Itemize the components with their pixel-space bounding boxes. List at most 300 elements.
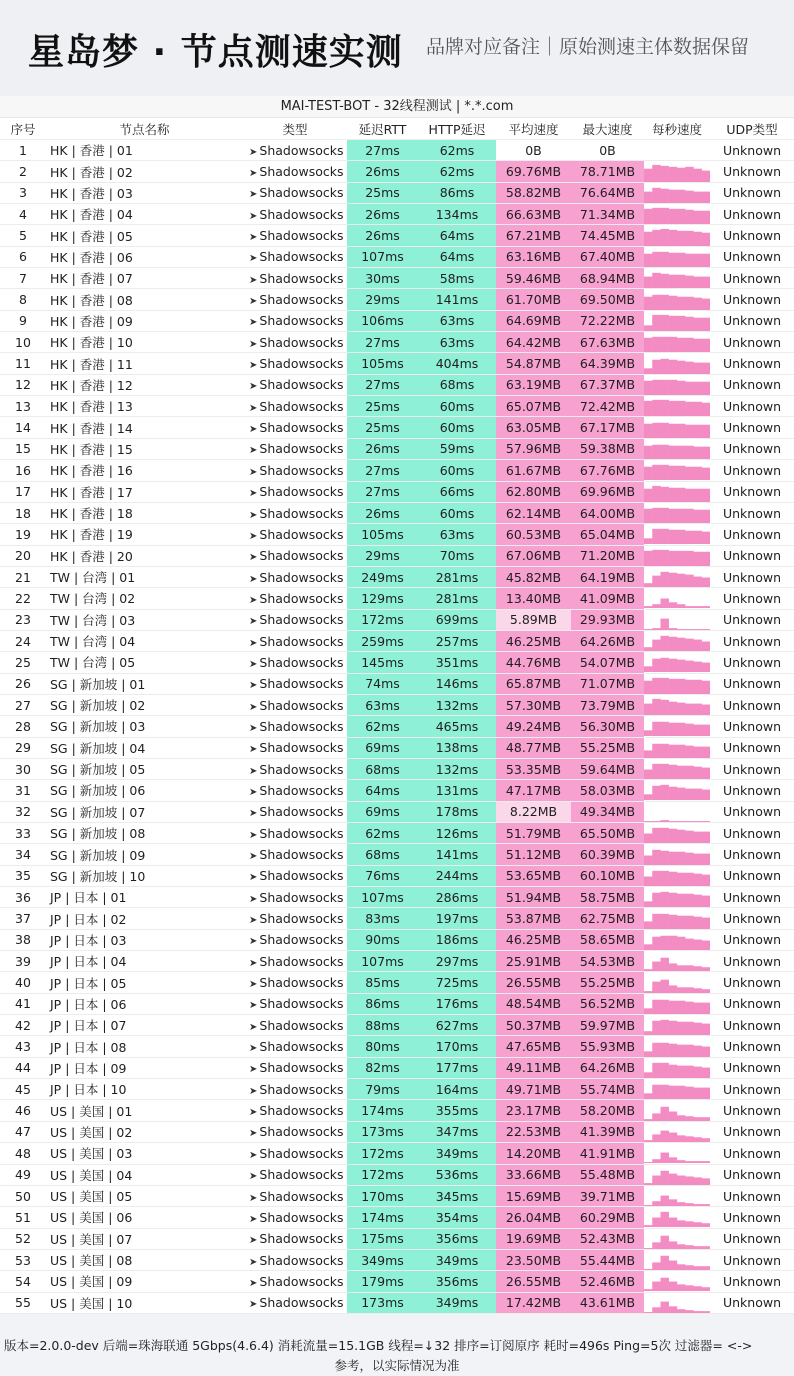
avg-speed: 26.55MB (496, 1271, 571, 1292)
avg-speed: 49.11MB (496, 1057, 571, 1078)
sparkline-bar (644, 325, 652, 331)
udp-type: Unknown (710, 972, 794, 993)
max-speed: 56.52MB (571, 993, 644, 1014)
per-second-speed (644, 972, 710, 993)
table-row (0, 268, 794, 289)
sparkline-bar (669, 1111, 677, 1121)
table-row (0, 1228, 794, 1249)
sparkline-bar (661, 850, 669, 864)
udp-type: Unknown (710, 737, 794, 758)
avg-speed: 51.12MB (496, 844, 571, 865)
latency-rtt: 174ms (347, 1100, 418, 1121)
table-row (0, 993, 794, 1014)
max-speed: 58.75MB (571, 887, 644, 908)
latency-http: 699ms (418, 609, 496, 630)
avg-speed: 26.55MB (496, 972, 571, 993)
node-name: TW | 台湾 | 05 (46, 652, 243, 673)
per-second-speed (644, 887, 710, 908)
avg-speed: 23.50MB (496, 1249, 571, 1270)
udp-type: Unknown (710, 1143, 794, 1164)
sparkline-bar (677, 1264, 685, 1270)
sparkline-bar (702, 663, 710, 673)
sparkline-bar (652, 1134, 660, 1142)
latency-http: 164ms (418, 1079, 496, 1100)
send-arrow-icon: ➤ (249, 658, 258, 670)
speed-sparkline (644, 866, 710, 886)
sparkline-bar (669, 702, 677, 715)
sparkline-bar (644, 1031, 652, 1035)
sparkline-bar (694, 874, 702, 886)
table-row (0, 502, 794, 523)
row-number: 3 (0, 182, 46, 203)
send-arrow-icon: ➤ (249, 210, 258, 222)
avg-speed: 46.25MB (496, 630, 571, 651)
row-number: 12 (0, 374, 46, 395)
speed-test-table (0, 118, 794, 1314)
node-type (243, 1207, 347, 1228)
avg-speed: 44.76MB (496, 652, 571, 673)
row-number: 49 (0, 1164, 46, 1185)
table-row (0, 929, 794, 950)
udp-type: Unknown (710, 1079, 794, 1100)
node-type (243, 865, 347, 886)
sparkline-bar (661, 913, 669, 928)
sparkline-bar (702, 917, 710, 928)
node-type-label: Shadowsocks (259, 1081, 344, 1097)
sparkline-bar (652, 229, 660, 245)
sparkline-bar (669, 359, 677, 373)
sparkline-bar (669, 679, 677, 694)
per-second-speed (644, 1079, 710, 1100)
speed-sparkline (644, 695, 710, 715)
latency-http: 355ms (418, 1100, 496, 1121)
sparkline-bar (669, 1132, 677, 1142)
sparkline-bar (694, 1045, 702, 1056)
latency-http: 178ms (418, 801, 496, 822)
send-arrow-icon: ➤ (249, 274, 258, 286)
sparkline-bar (685, 509, 693, 523)
sparkline-bar (661, 572, 669, 587)
node-type-label: Shadowsocks (259, 548, 344, 564)
speed-sparkline (644, 290, 710, 310)
udp-type: Unknown (710, 268, 794, 289)
node-name: TW | 台湾 | 01 (46, 566, 243, 587)
sparkline-bar (694, 680, 702, 694)
per-second-speed (644, 1292, 710, 1313)
sparkline-bar (702, 832, 710, 843)
send-arrow-icon: ➤ (249, 680, 258, 692)
latency-http: 356ms (418, 1271, 496, 1292)
node-type-label: Shadowsocks (259, 164, 344, 180)
sparkline-bar (652, 640, 660, 651)
per-second-speed (644, 140, 710, 161)
sparkline-bar (702, 746, 710, 757)
sparkline-bar (669, 1199, 677, 1206)
avg-speed: 67.06MB (496, 545, 571, 566)
latency-http: 63ms (418, 524, 496, 545)
node-type-label: Shadowsocks (259, 1060, 344, 1076)
sparkline-bar (702, 1003, 710, 1014)
sparkline-bar (661, 1020, 669, 1035)
sparkline-bar (694, 297, 702, 309)
sparkline-bar (694, 939, 702, 949)
sparkline-bar (669, 744, 677, 757)
speed-sparkline (644, 332, 710, 352)
sparkline-bar (685, 1087, 693, 1099)
avg-speed: 57.30MB (496, 694, 571, 715)
row-number: 42 (0, 1015, 46, 1036)
latency-rtt: 62ms (347, 716, 418, 737)
latency-rtt: 129ms (347, 588, 418, 609)
max-speed: 55.48MB (571, 1164, 644, 1185)
sparkline-bar (677, 423, 685, 437)
row-number: 38 (0, 929, 46, 950)
node-type-label: Shadowsocks (259, 868, 344, 884)
sparkline-bar (694, 488, 702, 501)
sparkline-bar (685, 1116, 693, 1121)
per-second-speed (644, 1057, 710, 1078)
sparkline-bar (677, 296, 685, 309)
avg-speed: 47.17MB (496, 780, 571, 801)
send-arrow-icon: ➤ (249, 808, 258, 820)
sparkline-bar (677, 915, 685, 928)
table-row (0, 1121, 794, 1142)
sparkline-bar (685, 894, 693, 907)
latency-http: 536ms (418, 1164, 496, 1185)
sparkline-bar (685, 531, 693, 544)
sparkline-bar (661, 165, 669, 181)
udp-type: Unknown (710, 481, 794, 502)
row-number: 18 (0, 502, 46, 523)
latency-rtt: 76ms (347, 865, 418, 886)
udp-type: Unknown (710, 182, 794, 203)
table-row (0, 1015, 794, 1036)
sparkline-bar (669, 487, 677, 501)
sparkline-bar (644, 368, 652, 374)
sparkline-bar (694, 1088, 702, 1099)
sparkline-bar (685, 230, 693, 245)
sparkline-bar (677, 1244, 685, 1249)
max-speed: 29.93MB (571, 609, 644, 630)
node-type-label: Shadowsocks (259, 270, 344, 286)
sparkline-bar (644, 254, 652, 267)
udp-type: Unknown (710, 289, 794, 310)
udp-type: Unknown (710, 1121, 794, 1142)
node-name: HK | 香港 | 03 (46, 182, 243, 203)
latency-rtt: 107ms (347, 887, 418, 908)
sparkline-bar (702, 1068, 710, 1078)
node-type-label: Shadowsocks (259, 249, 344, 265)
sparkline-bar (644, 488, 652, 501)
table-row (0, 780, 794, 801)
udp-type: Unknown (710, 161, 794, 182)
sparkline-bar (685, 661, 693, 672)
latency-rtt: 29ms (347, 289, 418, 310)
sparkline-bar (652, 252, 660, 267)
send-arrow-icon: ➤ (249, 637, 258, 649)
per-second-speed (644, 1164, 710, 1185)
col-header-max: 最大速度 (571, 118, 644, 140)
max-speed: 58.65MB (571, 929, 644, 950)
speed-sparkline (644, 1143, 710, 1163)
avg-speed: 64.42MB (496, 332, 571, 353)
max-speed: 60.39MB (571, 844, 644, 865)
speed-sparkline (644, 610, 710, 630)
latency-rtt: 27ms (347, 481, 418, 502)
speed-sparkline (644, 738, 710, 758)
sparkline-bar (685, 1286, 693, 1292)
latency-http: 351ms (418, 652, 496, 673)
table-row (0, 630, 794, 651)
per-second-speed (644, 1271, 710, 1292)
sparkline-bar (661, 599, 669, 609)
report-footer (0, 1333, 794, 1376)
row-number: 5 (0, 225, 46, 246)
sparkline-bar (694, 988, 702, 993)
udp-type: Unknown (710, 908, 794, 929)
avg-speed: 64.69MB (496, 310, 571, 331)
node-type (243, 1057, 347, 1078)
sparkline-bar (652, 294, 660, 309)
sparkline-bar (652, 1218, 660, 1228)
max-speed: 58.20MB (571, 1100, 644, 1121)
node-type-label: Shadowsocks (259, 1231, 344, 1247)
node-type (243, 374, 347, 395)
latency-http: 281ms (418, 588, 496, 609)
avg-speed: 33.66MB (496, 1164, 571, 1185)
per-second-speed (644, 823, 710, 844)
node-type-label: Shadowsocks (259, 953, 344, 969)
sparkline-bar (669, 337, 677, 352)
speed-sparkline (644, 652, 710, 672)
sparkline-bar (685, 575, 693, 587)
speed-sparkline (644, 503, 710, 523)
max-speed: 71.34MB (571, 204, 644, 225)
sparkline-bar (644, 1051, 652, 1057)
node-name: HK | 香港 | 19 (46, 524, 243, 545)
sparkline-bar (644, 795, 652, 801)
node-type-label: Shadowsocks (259, 932, 344, 948)
sparkline-bar (702, 967, 710, 971)
udp-type: Unknown (710, 673, 794, 694)
sparkline-bar (669, 1065, 677, 1078)
node-type-label: Shadowsocks (259, 889, 344, 905)
avg-speed: 66.63MB (496, 204, 571, 225)
sparkline-bar (669, 509, 677, 523)
node-type (243, 1079, 347, 1100)
sparkline-bar (652, 699, 660, 715)
avg-speed: 57.96MB (496, 438, 571, 459)
sparkline-bar (652, 380, 660, 395)
speed-sparkline (644, 396, 710, 416)
udp-type: Unknown (710, 246, 794, 267)
sparkline-bar (652, 400, 660, 416)
sparkline-bar (677, 703, 685, 715)
per-second-speed (644, 417, 710, 438)
sparkline-bar (702, 705, 710, 715)
sparkline-bar (702, 1117, 710, 1121)
latency-http: 347ms (418, 1121, 496, 1142)
udp-type: Unknown (710, 1249, 794, 1270)
node-name: SG | 新加坡 | 03 (46, 716, 243, 737)
sparkline-bar (694, 467, 702, 480)
per-second-speed (644, 566, 710, 587)
sparkline-bar (685, 1310, 693, 1313)
sparkline-bar (669, 446, 677, 459)
col-header-avg: 平均速度 (496, 118, 571, 140)
sparkline-bar (677, 401, 685, 416)
sparkline-bar (702, 940, 710, 950)
table-row (0, 438, 794, 459)
sparkline-bar (661, 208, 669, 224)
per-second-speed (644, 545, 710, 566)
row-number: 21 (0, 566, 46, 587)
avg-speed: 63.05MB (496, 417, 571, 438)
sparkline-bar (702, 191, 710, 202)
sparkline-bar (677, 605, 685, 609)
sparkline-bar (652, 1307, 660, 1313)
latency-rtt: 25ms (347, 417, 418, 438)
latency-rtt: 170ms (347, 1185, 418, 1206)
latency-rtt: 26ms (347, 438, 418, 459)
row-number: 22 (0, 588, 46, 609)
node-type (243, 929, 347, 950)
sparkline-bar (644, 944, 652, 950)
sparkline-bar (669, 166, 677, 181)
node-name: TW | 台湾 | 04 (46, 630, 243, 651)
send-arrow-icon: ➤ (249, 381, 258, 393)
table-row (0, 289, 794, 310)
sparkline-bar (661, 1235, 669, 1248)
sparkline-bar (652, 962, 660, 972)
node-type (243, 972, 347, 993)
sparkline-bar (661, 550, 669, 566)
udp-type: Unknown (710, 887, 794, 908)
speed-sparkline (644, 1186, 710, 1206)
node-name: HK | 香港 | 01 (46, 140, 243, 161)
row-number: 48 (0, 1143, 46, 1164)
udp-type: Unknown (710, 865, 794, 886)
sparkline-bar (702, 853, 710, 864)
node-name: TW | 台湾 | 03 (46, 609, 243, 630)
per-second-speed (644, 652, 710, 673)
page-subtitle: 品牌对应备注｜原始测速主体数据保留 (426, 36, 750, 58)
node-name: HK | 香港 | 10 (46, 332, 243, 353)
avg-speed: 23.17MB (496, 1100, 571, 1121)
sparkline-bar (694, 382, 702, 395)
node-name: HK | 香港 | 02 (46, 161, 243, 182)
avg-speed: 63.16MB (496, 246, 571, 267)
per-second-speed (644, 1036, 710, 1057)
per-second-speed (644, 310, 710, 331)
table-row (0, 225, 794, 246)
sparkline-bar (669, 1043, 677, 1056)
sparkline-bar (652, 508, 660, 523)
send-arrow-icon: ➤ (249, 1192, 258, 1204)
max-speed: 41.91MB (571, 1143, 644, 1164)
udp-type: Unknown (710, 140, 794, 161)
send-arrow-icon: ➤ (249, 573, 258, 585)
table-row (0, 972, 794, 993)
per-second-speed (644, 353, 710, 374)
avg-speed: 48.54MB (496, 993, 571, 1014)
node-type-label: Shadowsocks (259, 911, 344, 927)
per-second-speed (644, 225, 710, 246)
sparkline-bar (669, 1086, 677, 1099)
node-type (243, 268, 347, 289)
node-type (243, 1228, 347, 1249)
send-arrow-icon: ➤ (249, 466, 258, 478)
node-type-label: Shadowsocks (259, 526, 344, 542)
latency-http: 59ms (418, 438, 496, 459)
udp-type: Unknown (710, 758, 794, 779)
sparkline-bar (644, 277, 652, 288)
sparkline-bar (652, 937, 660, 950)
speed-sparkline (644, 994, 710, 1014)
row-number: 16 (0, 460, 46, 481)
send-arrow-icon: ➤ (249, 1235, 258, 1247)
latency-rtt: 26ms (347, 502, 418, 523)
sparkline-bar (661, 1131, 669, 1142)
node-type-label: Shadowsocks (259, 377, 344, 393)
speed-sparkline (644, 1271, 710, 1291)
udp-type: Unknown (710, 993, 794, 1014)
udp-type: Unknown (710, 823, 794, 844)
sparkline-bar (644, 855, 652, 865)
table-row (0, 1292, 794, 1313)
send-arrow-icon: ➤ (249, 253, 258, 265)
table-row (0, 204, 794, 225)
sparkline-bar (644, 647, 652, 651)
udp-type: Unknown (710, 460, 794, 481)
latency-http: 68ms (418, 374, 496, 395)
per-second-speed (644, 246, 710, 267)
sparkline-bar (661, 315, 669, 331)
speed-sparkline (644, 802, 710, 822)
node-type (243, 1121, 347, 1142)
sparkline-bar (677, 446, 685, 459)
latency-http: 177ms (418, 1057, 496, 1078)
sparkline-bar (694, 402, 702, 416)
sparkline-bar (702, 532, 710, 544)
node-name: HK | 香港 | 15 (46, 438, 243, 459)
avg-speed: 49.24MB (496, 716, 571, 737)
latency-rtt: 74ms (347, 673, 418, 694)
udp-type: Unknown (710, 1036, 794, 1057)
speed-sparkline (644, 1101, 710, 1121)
node-name: SG | 新加坡 | 04 (46, 737, 243, 758)
table-row (0, 310, 794, 331)
latency-http: 404ms (418, 353, 496, 374)
udp-type: Unknown (710, 545, 794, 566)
latency-rtt: 82ms (347, 1057, 418, 1078)
node-name: SG | 新加坡 | 10 (46, 865, 243, 886)
sparkline-bar (652, 722, 660, 736)
udp-type: Unknown (710, 1185, 794, 1206)
sparkline-bar (685, 276, 693, 288)
node-type (243, 524, 347, 545)
sparkline-bar (644, 168, 652, 181)
send-arrow-icon: ➤ (249, 872, 258, 884)
sparkline-bar (669, 1282, 677, 1292)
sparkline-bar (685, 166, 693, 181)
speed-sparkline (644, 588, 710, 608)
send-arrow-icon: ➤ (249, 168, 258, 180)
node-name: HK | 香港 | 18 (46, 502, 243, 523)
col-header-persec: 每秒速度 (644, 118, 710, 140)
sparkline-bar (652, 871, 660, 886)
avg-speed: 45.82MB (496, 566, 571, 587)
